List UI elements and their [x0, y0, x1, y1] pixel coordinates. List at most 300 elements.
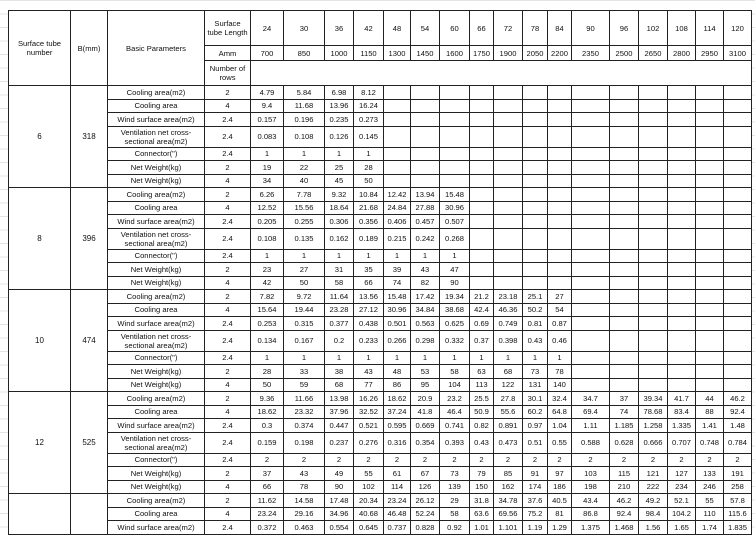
- value-cell: 1: [354, 351, 384, 365]
- value-cell: 81: [548, 507, 572, 521]
- header-length-cell: 96: [610, 11, 639, 46]
- value-cell: 63.6: [470, 507, 494, 521]
- value-cell: 26.12: [411, 494, 440, 508]
- parameter-label: Net Weight(kg): [108, 263, 205, 277]
- value-cell: [440, 147, 470, 161]
- value-cell: 98.4: [639, 507, 668, 521]
- value-cell: [494, 86, 523, 100]
- header-amm-cell: 2050: [523, 46, 548, 61]
- value-cell: [668, 378, 696, 392]
- value-cell: [411, 147, 440, 161]
- value-cell: 23.2: [440, 392, 470, 406]
- value-cell: 11.66: [284, 392, 325, 406]
- value-cell: 0.354: [411, 432, 440, 453]
- value-cell: [668, 263, 696, 277]
- parameter-label: Net Weight(kg): [108, 276, 205, 290]
- value-cell: [610, 86, 639, 100]
- value-cell: 115.6: [724, 507, 752, 521]
- value-cell: 1.65: [668, 521, 696, 535]
- number-of-rows-cell: 2: [205, 161, 251, 175]
- table-row: [9, 317, 752, 331]
- value-cell: [696, 86, 724, 100]
- value-cell: 0.253: [251, 317, 284, 331]
- value-cell: 40.5: [548, 494, 572, 508]
- value-cell: 41.7: [668, 392, 696, 406]
- parameter-label: Net Weight(kg): [108, 378, 205, 392]
- parameter-label: Cooling area(m2): [108, 188, 205, 202]
- value-cell: [610, 290, 639, 304]
- value-cell: [724, 249, 752, 263]
- value-cell: 18.62: [251, 405, 284, 419]
- value-cell: [724, 99, 752, 113]
- value-cell: [724, 276, 752, 290]
- value-cell: 0.625: [440, 317, 470, 331]
- number-of-rows-cell: 2: [205, 263, 251, 277]
- value-cell: [668, 174, 696, 188]
- header-amm-cell: 1150: [354, 46, 384, 61]
- value-cell: [470, 201, 494, 215]
- value-cell: 66: [251, 480, 284, 494]
- value-cell: [724, 113, 752, 127]
- value-cell: 9.4: [251, 99, 284, 113]
- value-cell: [494, 276, 523, 290]
- value-cell: 0.37: [470, 330, 494, 351]
- table-row: [9, 507, 752, 521]
- header-length-cell: 48: [384, 11, 411, 46]
- value-cell: [440, 126, 470, 147]
- parameter-label: Wind surface area(m2): [108, 317, 205, 331]
- value-cell: 2: [411, 453, 440, 467]
- value-cell: 40: [284, 174, 325, 188]
- value-cell: [384, 126, 411, 147]
- value-cell: [572, 263, 610, 277]
- value-cell: 8.12: [354, 86, 384, 100]
- surface-tube-number-cell: 8: [9, 188, 71, 290]
- value-cell: [668, 86, 696, 100]
- value-cell: [572, 174, 610, 188]
- value-cell: [696, 147, 724, 161]
- value-cell: 0.235: [325, 113, 354, 127]
- table-row: [9, 303, 752, 317]
- value-cell: [523, 99, 548, 113]
- value-cell: 1: [251, 351, 284, 365]
- value-cell: [523, 276, 548, 290]
- value-cell: 43: [354, 365, 384, 379]
- value-cell: 34.7: [572, 392, 610, 406]
- value-cell: [411, 126, 440, 147]
- value-cell: 0.233: [354, 330, 384, 351]
- value-cell: [610, 303, 639, 317]
- table-row: [9, 378, 752, 392]
- value-cell: [411, 174, 440, 188]
- value-cell: [470, 126, 494, 147]
- header-length-cell: 120: [724, 11, 752, 46]
- value-cell: [440, 174, 470, 188]
- value-cell: 58: [325, 276, 354, 290]
- value-cell: 2: [639, 453, 668, 467]
- value-cell: [668, 215, 696, 229]
- value-cell: 13.56: [354, 290, 384, 304]
- header-amm-cell: 1000: [325, 46, 354, 61]
- value-cell: [696, 290, 724, 304]
- table-row: [9, 113, 752, 127]
- header-blank-cell: [251, 61, 752, 86]
- value-cell: [548, 99, 572, 113]
- value-cell: [411, 86, 440, 100]
- surface-tube-number-cell: 12: [9, 392, 71, 494]
- value-cell: [668, 126, 696, 147]
- value-cell: 0.507: [440, 215, 470, 229]
- value-cell: 44: [696, 392, 724, 406]
- value-cell: [411, 113, 440, 127]
- value-cell: 0.666: [639, 432, 668, 453]
- number-of-rows-cell: 4: [205, 99, 251, 113]
- table-row: [9, 365, 752, 379]
- number-of-rows-cell: 4: [205, 378, 251, 392]
- value-cell: 34.96: [325, 507, 354, 521]
- value-cell: [696, 351, 724, 365]
- value-cell: 104.2: [668, 507, 696, 521]
- value-cell: [494, 126, 523, 147]
- value-cell: 30.1: [523, 392, 548, 406]
- value-cell: 7.78: [284, 188, 325, 202]
- value-cell: 0.563: [411, 317, 440, 331]
- value-cell: [696, 249, 724, 263]
- value-cell: [668, 161, 696, 175]
- table-row: [9, 99, 752, 113]
- value-cell: 115: [610, 467, 639, 481]
- value-cell: [724, 317, 752, 331]
- header-amm-cell: 3100: [724, 46, 752, 61]
- value-cell: [470, 276, 494, 290]
- value-cell: [696, 276, 724, 290]
- table-row: [9, 467, 752, 481]
- value-cell: 1: [284, 147, 325, 161]
- value-cell: [724, 188, 752, 202]
- value-cell: 0.374: [284, 419, 325, 433]
- value-cell: 21.2: [470, 290, 494, 304]
- value-cell: 20.34: [354, 494, 384, 508]
- value-cell: 2: [668, 453, 696, 467]
- value-cell: 121: [639, 467, 668, 481]
- value-cell: 1: [470, 351, 494, 365]
- value-cell: 122: [494, 378, 523, 392]
- value-cell: 0.737: [384, 521, 411, 535]
- value-cell: 0.167: [284, 330, 325, 351]
- value-cell: 42.4: [470, 303, 494, 317]
- value-cell: 17.42: [411, 290, 440, 304]
- value-cell: [668, 113, 696, 127]
- value-cell: 23.28: [325, 303, 354, 317]
- value-cell: 0.43: [523, 330, 548, 351]
- value-cell: 90: [325, 480, 354, 494]
- value-cell: 59: [284, 378, 325, 392]
- value-cell: 31.8: [470, 494, 494, 508]
- value-cell: 19.44: [284, 303, 325, 317]
- value-cell: 32.4: [548, 392, 572, 406]
- value-cell: [572, 215, 610, 229]
- value-cell: [384, 147, 411, 161]
- parameter-label: Cooling area: [108, 507, 205, 521]
- value-cell: 30.96: [384, 303, 411, 317]
- parameter-label: Cooling area: [108, 405, 205, 419]
- value-cell: 1: [548, 351, 572, 365]
- value-cell: 15.64: [251, 303, 284, 317]
- b-mm-cell: 396: [71, 188, 108, 290]
- parameter-label: Connector("): [108, 249, 205, 263]
- value-cell: 13.96: [325, 99, 354, 113]
- value-cell: 246: [696, 480, 724, 494]
- value-cell: [639, 249, 668, 263]
- value-cell: 50: [251, 378, 284, 392]
- value-cell: 0.377: [325, 317, 354, 331]
- number-of-rows-cell: 4: [205, 201, 251, 215]
- value-cell: 2: [354, 453, 384, 467]
- value-cell: 0.741: [440, 419, 470, 433]
- value-cell: 102: [354, 480, 384, 494]
- value-cell: [494, 161, 523, 175]
- value-cell: [523, 249, 548, 263]
- value-cell: 0.316: [384, 432, 411, 453]
- value-cell: 113: [470, 378, 494, 392]
- value-cell: [724, 228, 752, 249]
- value-cell: 4.79: [251, 86, 284, 100]
- value-cell: 1.11: [572, 419, 610, 433]
- value-cell: 0.196: [284, 113, 325, 127]
- value-cell: [494, 174, 523, 188]
- value-cell: 0.315: [284, 317, 325, 331]
- value-cell: [668, 228, 696, 249]
- value-cell: 28: [251, 365, 284, 379]
- header-amm-cell: 1450: [411, 46, 440, 61]
- value-cell: [523, 126, 548, 147]
- value-cell: 18.64: [325, 201, 354, 215]
- value-cell: 9.32: [325, 188, 354, 202]
- table-row: [9, 215, 752, 229]
- value-cell: 0.189: [354, 228, 384, 249]
- value-cell: 1.835: [724, 521, 752, 535]
- value-cell: 52.24: [411, 507, 440, 521]
- value-cell: 114: [384, 480, 411, 494]
- value-cell: 0.266: [384, 330, 411, 351]
- value-cell: 140: [548, 378, 572, 392]
- header-row-length: [9, 11, 752, 46]
- value-cell: 1.01: [470, 521, 494, 535]
- value-cell: 0.356: [354, 215, 384, 229]
- value-cell: [668, 276, 696, 290]
- value-cell: 37.96: [325, 405, 354, 419]
- value-cell: 0.645: [354, 521, 384, 535]
- value-cell: 0.159: [251, 432, 284, 453]
- parameter-label: Cooling area: [108, 201, 205, 215]
- value-cell: [494, 99, 523, 113]
- value-cell: 104: [440, 378, 470, 392]
- value-cell: 69.4: [572, 405, 610, 419]
- value-cell: 5.84: [284, 86, 325, 100]
- value-cell: [610, 126, 639, 147]
- value-cell: [696, 188, 724, 202]
- value-cell: 2: [325, 453, 354, 467]
- number-of-rows-cell: 2.4: [205, 215, 251, 229]
- value-cell: 133: [696, 467, 724, 481]
- value-cell: [572, 378, 610, 392]
- value-cell: 50: [284, 276, 325, 290]
- value-cell: 1.29: [548, 521, 572, 535]
- parameter-label: Cooling area: [108, 99, 205, 113]
- number-of-rows-cell: 2: [205, 365, 251, 379]
- value-cell: [639, 99, 668, 113]
- value-cell: [724, 290, 752, 304]
- value-cell: [724, 365, 752, 379]
- value-cell: [384, 174, 411, 188]
- value-cell: 1: [251, 147, 284, 161]
- value-cell: 210: [610, 480, 639, 494]
- value-cell: [639, 303, 668, 317]
- value-cell: 0.463: [284, 521, 325, 535]
- value-cell: 61: [384, 467, 411, 481]
- table-row: [9, 188, 752, 202]
- number-of-rows-cell: 4: [205, 480, 251, 494]
- value-cell: [548, 161, 572, 175]
- value-cell: 46.2: [724, 392, 752, 406]
- value-cell: 85: [494, 467, 523, 481]
- value-cell: 0.554: [325, 521, 354, 535]
- header-amm-cell: 2800: [668, 46, 696, 61]
- value-cell: [639, 228, 668, 249]
- value-cell: 1: [494, 351, 523, 365]
- value-cell: 1.19: [523, 521, 548, 535]
- value-cell: [696, 228, 724, 249]
- value-cell: 27.12: [354, 303, 384, 317]
- value-cell: [470, 113, 494, 127]
- value-cell: [610, 188, 639, 202]
- surface-tube-number-cell: [9, 494, 71, 535]
- value-cell: 2: [548, 453, 572, 467]
- value-cell: [639, 290, 668, 304]
- value-cell: [440, 86, 470, 100]
- value-cell: 10.84: [354, 188, 384, 202]
- value-cell: [523, 161, 548, 175]
- value-cell: [548, 86, 572, 100]
- value-cell: 15.48: [384, 290, 411, 304]
- table-row: [9, 521, 752, 535]
- value-cell: 40.68: [354, 507, 384, 521]
- value-cell: 54: [548, 303, 572, 317]
- value-cell: [572, 276, 610, 290]
- value-cell: 1: [384, 249, 411, 263]
- value-cell: [610, 351, 639, 365]
- value-cell: [548, 263, 572, 277]
- value-cell: 198: [572, 480, 610, 494]
- value-cell: 0.3: [251, 419, 284, 433]
- value-cell: 34.78: [494, 494, 523, 508]
- value-cell: [610, 378, 639, 392]
- parameter-label: Connector("): [108, 453, 205, 467]
- value-cell: 0.707: [668, 432, 696, 453]
- value-cell: 0.501: [384, 317, 411, 331]
- value-cell: [639, 188, 668, 202]
- value-cell: 17.48: [325, 494, 354, 508]
- value-cell: 0.205: [251, 215, 284, 229]
- value-cell: [668, 317, 696, 331]
- header-amm-cell: 1600: [440, 46, 470, 61]
- value-cell: 34: [251, 174, 284, 188]
- value-cell: 0.108: [284, 126, 325, 147]
- value-cell: 1: [284, 351, 325, 365]
- value-cell: 2: [610, 453, 639, 467]
- parameter-label: Ventilation net cross-sectional area(m2): [108, 126, 205, 147]
- value-cell: 0.92: [440, 521, 470, 535]
- parameter-label: Wind surface area(m2): [108, 419, 205, 433]
- number-of-rows-cell: 2: [205, 188, 251, 202]
- value-cell: 0.588: [572, 432, 610, 453]
- value-cell: 131: [523, 378, 548, 392]
- value-cell: 16.26: [354, 392, 384, 406]
- value-cell: 1.258: [639, 419, 668, 433]
- number-of-rows-cell: 4: [205, 405, 251, 419]
- value-cell: 222: [639, 480, 668, 494]
- value-cell: 0.406: [384, 215, 411, 229]
- value-cell: [724, 86, 752, 100]
- parameter-label: Cooling area(m2): [108, 494, 205, 508]
- value-cell: 0.81: [523, 317, 548, 331]
- value-cell: [696, 174, 724, 188]
- value-cell: 139: [440, 480, 470, 494]
- value-cell: 78: [548, 365, 572, 379]
- table-row: [9, 147, 752, 161]
- value-cell: [572, 113, 610, 127]
- value-cell: 1: [411, 351, 440, 365]
- value-cell: [610, 263, 639, 277]
- value-cell: [696, 126, 724, 147]
- value-cell: [548, 147, 572, 161]
- header-amm-cell: 2350: [572, 46, 610, 61]
- value-cell: [548, 201, 572, 215]
- number-of-rows-cell: 4: [205, 174, 251, 188]
- value-cell: 73: [523, 365, 548, 379]
- value-cell: [572, 249, 610, 263]
- value-cell: [572, 126, 610, 147]
- value-cell: [639, 317, 668, 331]
- value-cell: 0.332: [440, 330, 470, 351]
- value-cell: 1.41: [696, 419, 724, 433]
- value-cell: [470, 174, 494, 188]
- value-cell: [610, 249, 639, 263]
- value-cell: 75.2: [523, 507, 548, 521]
- value-cell: [696, 161, 724, 175]
- value-cell: 67: [411, 467, 440, 481]
- value-cell: 19.34: [440, 290, 470, 304]
- specification-table: [8, 10, 752, 535]
- value-cell: [572, 303, 610, 317]
- header-b-mm: B(mm): [71, 11, 108, 86]
- value-cell: 0.43: [470, 432, 494, 453]
- value-cell: 0.55: [548, 432, 572, 453]
- number-of-rows-cell: 2.4: [205, 351, 251, 365]
- header-amm-cell: 1750: [470, 46, 494, 61]
- value-cell: [610, 365, 639, 379]
- value-cell: 38.68: [440, 303, 470, 317]
- value-cell: [470, 99, 494, 113]
- value-cell: 13.98: [325, 392, 354, 406]
- value-cell: 32.52: [354, 405, 384, 419]
- value-cell: [523, 263, 548, 277]
- value-cell: 58: [440, 507, 470, 521]
- number-of-rows-cell: 4: [205, 507, 251, 521]
- value-cell: 74: [384, 276, 411, 290]
- value-cell: 64.8: [548, 405, 572, 419]
- value-cell: 55: [696, 494, 724, 508]
